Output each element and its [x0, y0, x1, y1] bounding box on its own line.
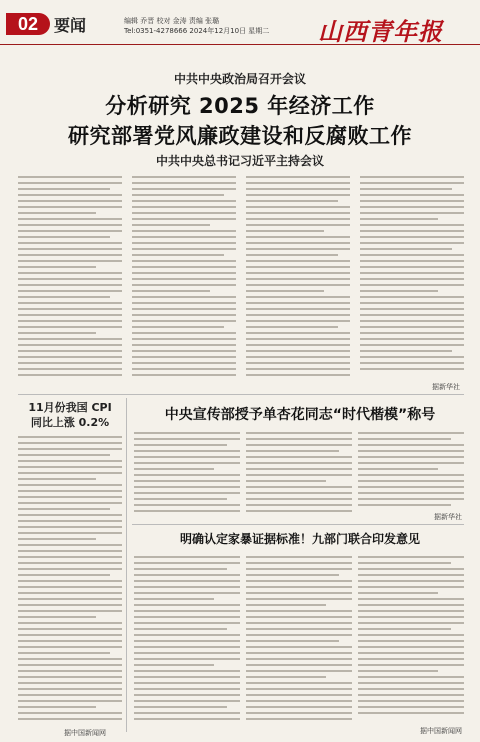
lead-body-col1: [18, 176, 122, 384]
story2-body-col3: [358, 432, 464, 512]
story3-headline: 明确认定家暴证据标准！九部门联合印发意见: [179, 532, 420, 546]
lead-body-col3: [246, 176, 350, 384]
lead-kicker: 中共中央政治局召开会议: [173, 72, 306, 86]
side-divider: [126, 398, 127, 732]
page-number: 02: [6, 13, 50, 35]
side-headline-line1: 11月份我国 CPI: [28, 401, 112, 414]
story3-body-col2: [246, 556, 352, 728]
lead-byline: 据新华社: [432, 383, 460, 391]
page-header: [0, 0, 480, 45]
lead-bottom-rule: [18, 394, 464, 395]
lead-body-col2: [132, 176, 236, 384]
story2-byline: 据新华社: [434, 513, 462, 521]
lead-headline-line2: 研究部署党风廉政建设和反腐败工作: [68, 124, 412, 148]
lead-subhead: 中共中央总书记习近平主持会议: [155, 154, 324, 168]
section-title: 要闻: [54, 16, 87, 35]
lead-body-col4: [360, 176, 464, 378]
story2-body-col1: [134, 432, 240, 518]
side-byline: 据中国新闻网: [64, 729, 106, 737]
side-body: [18, 436, 122, 726]
side-headline-line2: 同比上涨 0.2%: [30, 416, 110, 429]
masthead-logo: 山西青年报: [318, 17, 443, 46]
story3-body-col3: [358, 556, 464, 722]
story2-bottom-rule: [132, 524, 464, 525]
lead-headline-line1: 分析研究 2025 年经济工作: [105, 94, 375, 118]
side-headline: [18, 400, 122, 430]
phone-date-line: Tel:0351-4278666 2024年12月10日 星期二: [124, 27, 270, 35]
story2-headline: 中央宣传部授予单杏花同志“时代楷模”称号: [164, 407, 436, 423]
editor-line: 编辑 乔晋 校对 金涛 责编 张璐: [124, 17, 220, 25]
story3-byline: 据中国新闻网: [420, 727, 462, 735]
story2-body-col2: [246, 432, 352, 518]
story3-body-col1: [134, 556, 240, 728]
